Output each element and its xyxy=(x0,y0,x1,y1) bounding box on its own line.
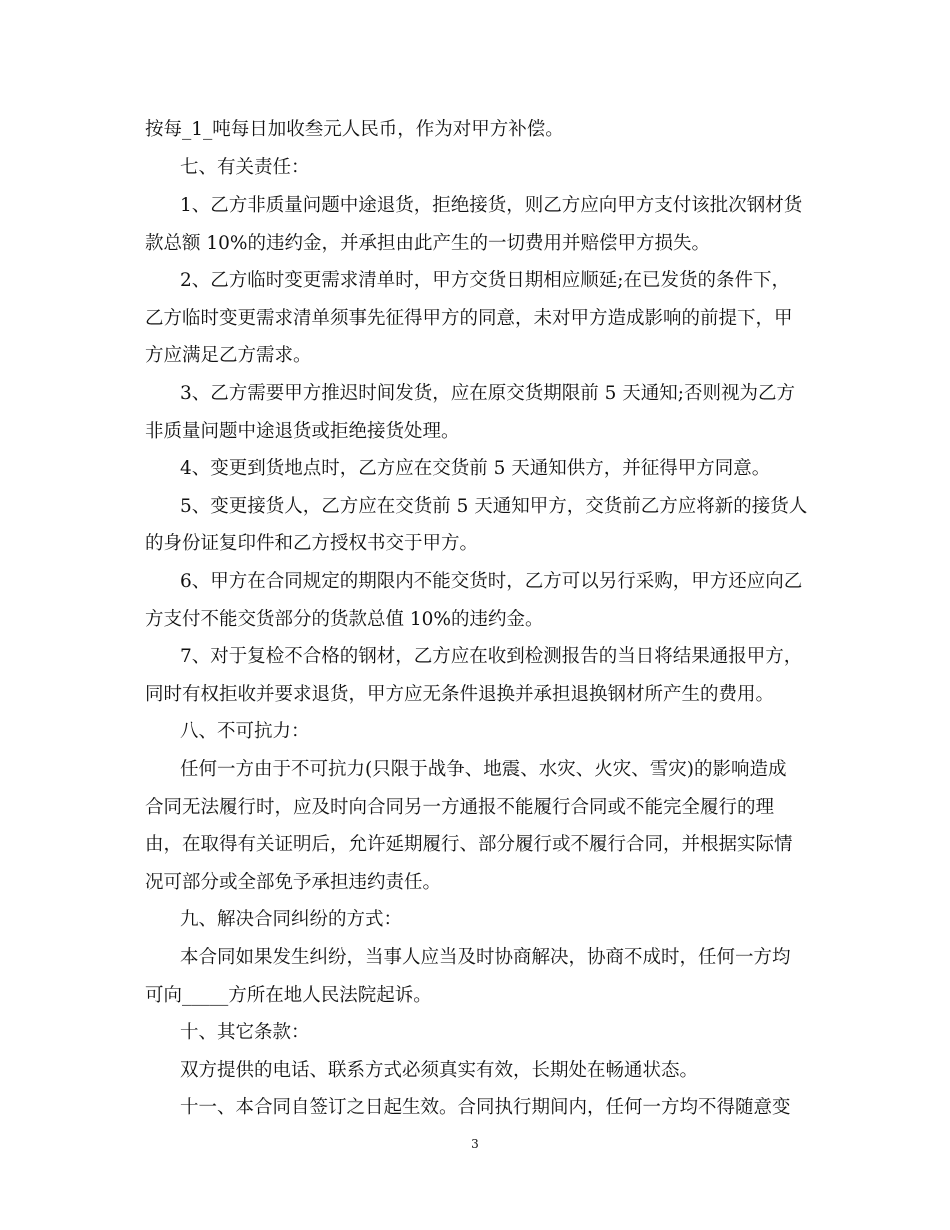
text-line: 由，在取得有关证明后，允许延期履行、部分履行或不履行合同，并根据实际情 xyxy=(145,834,793,855)
text-line: 款总额 10%的违约金，并承担由此产生的一切费用并赔偿甲方损失。 xyxy=(145,233,711,254)
text-line: 况可部分或全部免予承担违约责任。 xyxy=(145,872,442,893)
section-heading: 九、解决合同纠纷的方式： xyxy=(180,909,403,930)
text-line: 4、变更到货地点时，乙方应在交货前 5 天通知供方，并征得甲方同意。 xyxy=(180,458,771,479)
text-line: 合同无法履行时，应及时向合同另一方通报不能履行合同或不能完全履行的理 xyxy=(145,797,775,818)
text-line: 5、变更接货人，乙方应在交货前 5 天通知甲方，交货前乙方应将新的接货人 xyxy=(180,496,808,517)
text-line: 的身份证复印件和乙方授权书交于甲方。 xyxy=(145,533,479,554)
text-line: 1、乙方非质量问题中途退货，拒绝接货，则乙方应向甲方支付该批次钢材货 xyxy=(180,195,803,216)
text-line: 任何一方由于不可抗力(只限于战争、地震、水灾、火灾、雪灾)的影响造成 xyxy=(180,759,787,780)
text-line: 方应满足乙方需求。 xyxy=(145,345,312,366)
text-line: 方支付不能交货部分的货款总值 10%的违约金。 xyxy=(145,609,544,630)
text-line: 十一、本合同自签订之日起生效。合同执行期间内，任何一方均不得随意变 xyxy=(180,1097,791,1118)
section-heading: 七、有关责任： xyxy=(180,157,310,178)
text-line: 本合同如果发生纠纷，当事人应当及时协商解决，协商不成时，任何一方均 xyxy=(180,947,791,968)
text-line: 非质量问题中途退货或拒绝接货处理。 xyxy=(145,421,460,442)
page-number: 3 xyxy=(471,1137,479,1151)
text-line: 按每_1_吨每日加收叁元人民币，作为对甲方补偿。 xyxy=(145,119,564,140)
text-line: 双方提供的电话、联系方式必须真实有效，长期处在畅通状态。 xyxy=(180,1060,699,1081)
text-line: 7、对于复检不合格的钢材，乙方应在收到检测报告的当日将结果通报甲方， xyxy=(180,646,803,667)
section-heading: 八、不可抗力： xyxy=(180,721,310,742)
text-line: 同时有权拒收并要求退货，甲方应无条件退换并承担退换钢材所产生的费用。 xyxy=(145,684,775,705)
text-line: 乙方临时变更需求清单须事先征得甲方的同意，未对甲方造成影响的前提下，甲 xyxy=(145,308,793,329)
text-line: 6、甲方在合同规定的期限内不能交货时，乙方可以另行采购，甲方还应向乙 xyxy=(180,571,803,592)
section-heading: 十、其它条款： xyxy=(180,1022,310,1043)
text-line: 3、乙方需要甲方推迟时间发货，应在原交货期限前 5 天通知;否则视为乙方 xyxy=(180,383,796,404)
text-line: 可向_____方所在地人民法院起诉。 xyxy=(145,985,432,1006)
text-line: 2、乙方临时变更需求清单时，甲方交货日期相应顺延;在已发货的条件下， xyxy=(180,270,791,291)
